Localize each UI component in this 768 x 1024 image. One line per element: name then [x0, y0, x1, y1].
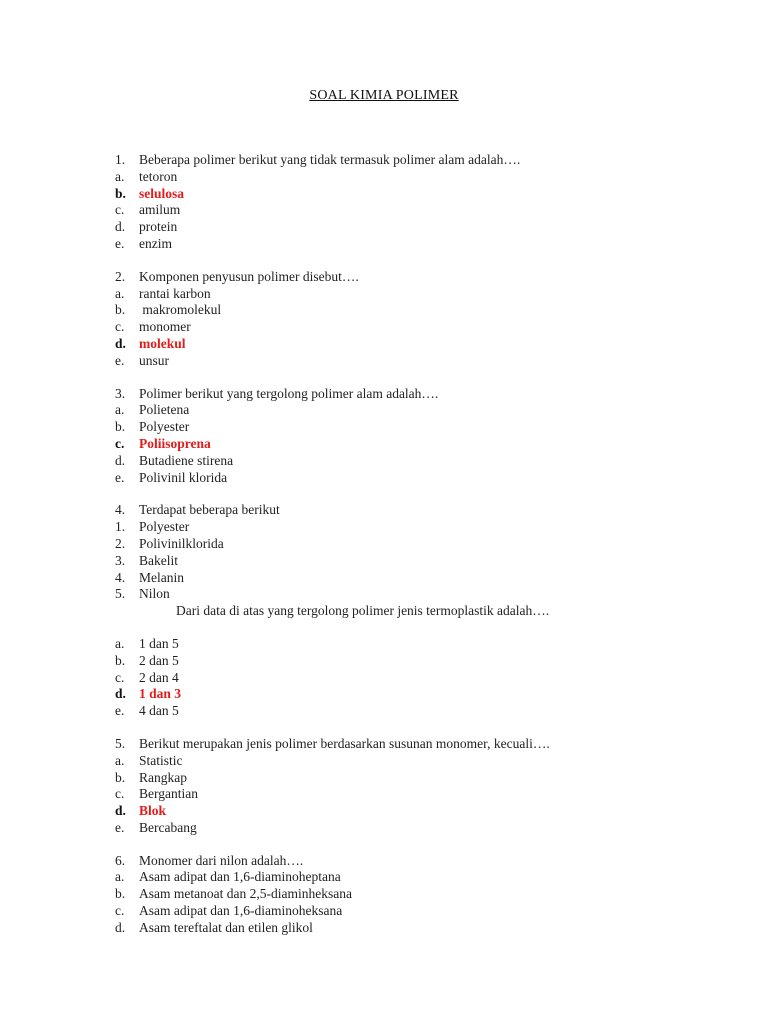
option-label: c.	[115, 903, 125, 919]
list-label: 1.	[115, 519, 126, 535]
page-title: SOAL KIMIA POLIMER	[309, 88, 459, 103]
question-text: Beberapa polimer berikut yang tidak termasuk polimer alam adalah….	[139, 152, 521, 167]
option-label: e.	[115, 469, 125, 485]
option-label: a.	[115, 402, 125, 418]
option-d	[115, 920, 715, 937]
option-b	[115, 653, 715, 670]
question-6	[115, 853, 715, 937]
option-d	[115, 219, 715, 236]
question-number: 2.	[115, 268, 126, 284]
option-text: Butadiene stirena	[139, 452, 234, 468]
question-1	[115, 152, 715, 253]
option-label: d.	[115, 219, 126, 235]
spacer	[115, 620, 715, 636]
option-text: Poliisoprena	[139, 435, 211, 451]
option-label: b.	[115, 302, 126, 318]
question-text: Monomer dari nilon adalah….	[139, 852, 304, 868]
option-e	[115, 703, 715, 720]
option-text: Rangkap	[139, 769, 187, 785]
option-text: selulosa	[139, 185, 185, 201]
option-label: c.	[115, 786, 125, 802]
option-text: 1 dan 5	[139, 635, 179, 651]
question-number: 3.	[115, 385, 126, 401]
question-stem	[115, 152, 715, 169]
option-a	[115, 753, 715, 770]
question-3	[115, 386, 715, 487]
question-stem	[115, 853, 715, 870]
option-text: Polyester	[139, 419, 190, 435]
option-text: monomer	[139, 319, 191, 335]
option-label: a.	[115, 168, 125, 184]
option-e	[115, 470, 715, 487]
option-label: c.	[115, 435, 125, 451]
option-d	[115, 453, 715, 470]
option-b	[115, 770, 715, 787]
option-b	[115, 419, 715, 436]
question-4	[115, 502, 715, 720]
option-c	[115, 319, 715, 336]
option-label: c.	[115, 202, 125, 218]
question-number: 1.	[115, 152, 126, 167]
question-followup: Dari data di atas yang tergolong polimer jenis termoplastik adalah….	[176, 603, 550, 619]
option-text: 2 dan 4	[139, 669, 179, 685]
option-label: c.	[115, 319, 125, 335]
option-text: molekul	[139, 335, 186, 351]
option-label: c.	[115, 669, 125, 685]
option-text: Blok	[139, 803, 167, 819]
option-text: Asam tereftalat dan etilen glikol	[139, 919, 313, 935]
option-a	[115, 402, 715, 419]
option-d-correct-answer	[115, 803, 715, 820]
list-text: Melanin	[139, 569, 184, 585]
option-text: amilum	[139, 202, 181, 218]
option-text: Bercabang	[139, 819, 197, 835]
option-label: d.	[115, 919, 126, 935]
list-item-4	[115, 570, 715, 587]
option-text: Asam adipat dan 1,6-diaminoheptana	[139, 869, 341, 885]
option-label: e.	[115, 352, 125, 368]
option-text: 1 dan 3	[139, 686, 182, 702]
option-label: b.	[115, 652, 126, 668]
option-c	[115, 670, 715, 687]
option-label: d.	[115, 335, 126, 351]
list-text: Nilon	[139, 586, 170, 602]
list-label: 2.	[115, 535, 126, 551]
option-a	[115, 169, 715, 186]
list-item-1	[115, 519, 715, 536]
question-text: Terdapat beberapa berikut	[139, 502, 280, 518]
option-c-correct-answer	[115, 436, 715, 453]
question-stem	[115, 386, 715, 403]
option-text: tetoron	[139, 168, 178, 184]
option-c	[115, 903, 715, 920]
list-text: Polyester	[139, 519, 190, 535]
question-number: 4.	[115, 502, 126, 518]
option-e	[115, 353, 715, 370]
option-b-correct-answer	[115, 186, 715, 203]
option-text: protein	[139, 219, 178, 235]
list-label: 5.	[115, 586, 126, 602]
list-item-2	[115, 536, 715, 553]
question-number: 6.	[115, 852, 126, 868]
option-text: makromolekul	[139, 302, 222, 318]
option-text: Asam metanoat dan 2,5-diaminheksana	[139, 886, 352, 902]
option-b	[115, 886, 715, 903]
option-text: rantai karbon	[139, 285, 211, 301]
option-a	[115, 869, 715, 886]
question-number: 5.	[115, 735, 126, 751]
option-label: e.	[115, 703, 125, 719]
option-label: d.	[115, 452, 126, 468]
option-text: Bergantian	[139, 786, 198, 802]
question-list	[115, 152, 715, 937]
question-2	[115, 269, 715, 370]
question-text: Polimer berikut yang tergolong polimer alam adalah….	[139, 385, 439, 401]
option-c	[115, 202, 715, 219]
option-text: Statistic	[139, 752, 183, 768]
option-label: b.	[115, 886, 126, 902]
option-label: d.	[115, 803, 126, 819]
option-d-correct-answer	[115, 336, 715, 353]
question-stem	[115, 736, 715, 753]
option-label: a.	[115, 635, 125, 651]
option-label: a.	[115, 752, 125, 768]
option-label: b.	[115, 769, 126, 785]
question-text: Berikut merupakan jenis polimer berdasarkan susunan monomer, kecuali….	[139, 735, 550, 751]
option-text: unsur	[139, 352, 169, 368]
question-text: Komponen penyusun polimer disebut….	[139, 268, 359, 284]
option-text: 2 dan 5	[139, 652, 179, 668]
question-5	[115, 736, 715, 837]
option-label: e.	[115, 235, 125, 251]
list-label: 3.	[115, 552, 126, 568]
list-label: 4.	[115, 569, 126, 585]
option-label: b.	[115, 419, 126, 435]
option-text: 4 dan 5	[139, 703, 179, 719]
option-e	[115, 820, 715, 837]
option-text: Polivinil klorida	[139, 469, 228, 485]
option-label: a.	[115, 285, 125, 301]
option-label: b.	[115, 185, 126, 201]
option-text: enzim	[139, 235, 172, 251]
option-e	[115, 236, 715, 253]
list-item-5	[115, 586, 715, 603]
list-text: Polivinilklorida	[139, 535, 224, 551]
list-text: Bakelit	[139, 552, 178, 568]
option-c	[115, 786, 715, 803]
list-item-3	[115, 553, 715, 570]
question-stem	[115, 269, 715, 286]
option-text: Asam adipat dan 1,6-diaminoheksana	[139, 903, 343, 919]
option-b	[115, 302, 715, 319]
option-label: d.	[115, 686, 126, 702]
option-d-correct-answer	[115, 686, 715, 703]
option-text: Polietena	[139, 402, 190, 418]
option-a	[115, 286, 715, 303]
option-a	[115, 636, 715, 653]
option-label: e.	[115, 819, 125, 835]
option-label: a.	[115, 869, 125, 885]
question-stem	[115, 502, 715, 519]
